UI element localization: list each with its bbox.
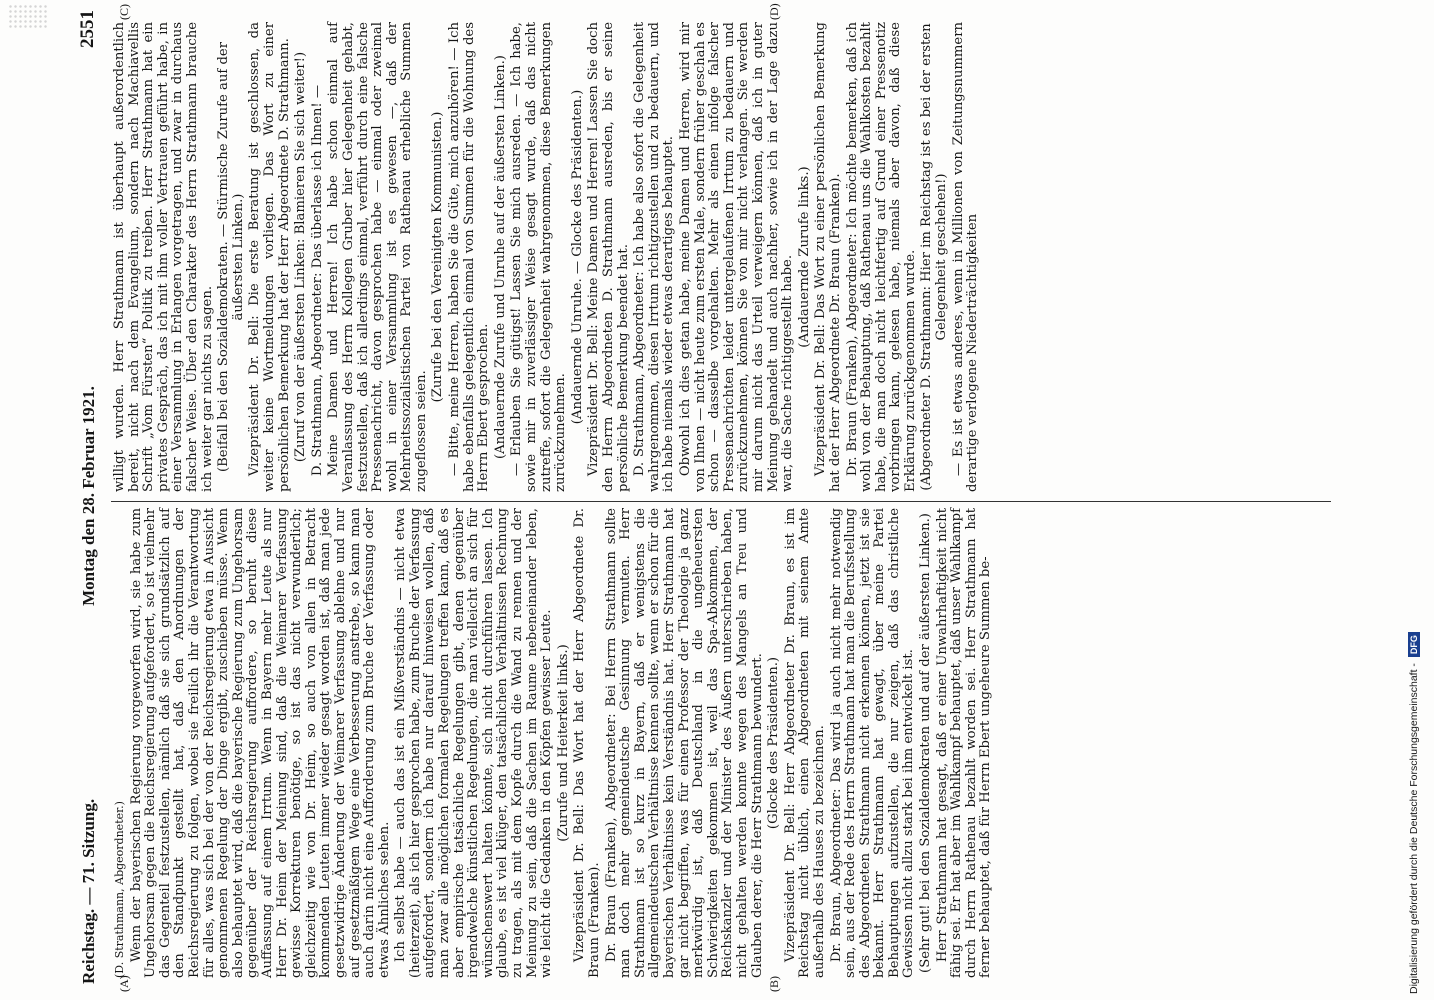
interjection: (Sehr gut! bei den Sozialdemokraten und auf der äußersten Linken.) <box>918 513 934 973</box>
header-date: Montag den 28. Februar 1921. <box>79 386 98 606</box>
dfg-logo: DFG <box>1408 632 1420 657</box>
digitization-credit <box>1408 6 1428 994</box>
interjection: (Zuruf von der äußersten Linken: Blamieren Sie sich weiter!) <box>293 51 309 463</box>
paragraph: Dr. Braun (Franken), Abgeordneter: Ich möchte bemerken, daß ich wohl von der Behauptung, daß Rathenau uns die Wahlkosten bezahlt habe, die man doch nicht leichtfertig auf Grund einer Pressenotiz vorbringen kann, gelesen habe, niemals aber davon, daß diese Erklärung zurückgenommen wurde. <box>844 22 918 492</box>
paragraph: Ich selbst habe — auch das ist ein Mißverständnis — nicht etwa (heiterzeit), als ich hier gesprochen habe, zum Bruche der Verfassung aufgefordert, sondern ich habe nur darauf hinweisen wollen, daß man zwar alle möglichen formalen Regelungen treffen kann, daß es aber empirische tatsächliche Regelungen gibt, denen gegenüber irgendwelche künstlichen Regelungen, die man vielleicht an sich für wünschenswert halten könnte, sich nicht durchführen lassen. Ich glaube, es ist viel klüger, den tatsächlichen Verhältnissen Rechnung zu tragen, als mit dem Kopfe durch die Wand zu rennen und der Meinung zu sein, daß die Sachen im Raume nebeneinander leben, wie leicht die Gedanken in den Köpfen gewisser Leute. <box>393 508 555 978</box>
interjection: (Abgeordneter D. Strathmann: Hier im Reichstag ist es bei der ersten Gelegenheit geschehen!) <box>919 23 950 491</box>
column-divider <box>111 501 1331 502</box>
paragraph: Vizepräsident Dr. Bell: Meine Damen und Herren! Lassen Sie doch den Herrn Abgeordneten D. Strathmann ausreden, bis er seine persönliche Bemerkung beendet hat. <box>586 22 631 492</box>
paragraph: Vizepräsident Dr. Bell: Die erste Beratung ist geschlossen, da weiter keine Wortmeldungen vorliegen. Das Wort zu einer persönlichen Bemerkung hat der Herr Abgeordnete D. Strathmann. <box>247 22 292 492</box>
scan-speckle <box>8 4 48 30</box>
marker-b: (B) <box>767 976 781 992</box>
interjection: (Beifall bei den Sozialdemokraten. — Stürmische Zurufe auf der äußersten Linken.) <box>216 41 246 473</box>
interjection: (Andauernde Unruhe. — Glocke des Präsidenten.) <box>569 89 585 425</box>
interjection: (Zurufe bei den Vereinigten Kommunisten.) <box>430 111 446 403</box>
paragraph: D. Strathmann, Abgeordneter: Ich habe also sofort die Gelegenheit wahrgenommen, diesen Irrtum richtigzustellen und zu bedauern, und ich habe niemals wieder etwas derartiges behauptet. <box>632 22 677 492</box>
marker-c: (C) <box>117 4 131 20</box>
left-column <box>113 508 996 978</box>
header-session: Reichstag. — 71. Sitzung. <box>79 798 98 984</box>
interjection: (Andauernde Zurufe links.) <box>796 166 812 348</box>
paragraph: Herr Strathmann hat gesagt, daß er einer Unwahrhaftigkeit nicht fähig sei. Er hat aber im Wahlkampf behauptet, daß unser Wahlkampf durch Herrn Rathenau bezahlt worden sei. Herr Strathmann hat ferner behauptet, daß für Herrn Ebert ungeheure Summen be- <box>934 508 994 978</box>
page-header <box>77 6 105 986</box>
credit-line <box>1408 6 1420 994</box>
paragraph: — Bitte, meine Herren, haben Sie die Güte, mich anzuhören! — Ich habe ebenfalls gelegentlich einmal von Summen für die Wohnung des Herrn Ebert gesprochen. <box>447 22 492 492</box>
right-column <box>113 22 983 492</box>
page-content <box>77 0 1337 992</box>
paragraph: willigt wurden. Herr Strathmann ist überhaupt außerordentlich bereit, nicht nach dem Evangelium, sondern nach Machiavellis Schrift „Vom Fürsten“ Politik zu treiben. Herr Strathmann hat ein privates Gespräch, das ich mit ihm voller Vertrauen geführt habe, in einer Versammlung in Erlangen vorgetragen, und zwar in durchaus falscher Weise. Über den Charakter des Herrn Strathmann brauche ich weiter gar nichts zu sagen. <box>112 22 215 492</box>
paragraph: Dr. Braun, Abgeordneter: Das wird ja auch nicht mehr notwendig sein, aus der Rede des Herrn Strathmann hat man die Berufsstellung des Abgeordneten Strathmann nicht erkennen können, jetzt ist sie bekannt. Herr Strathmann hat gewagt, über meine Partei Behauptungen aufzustellen, die nur zeigen, daß das christliche Gewissen nicht allzu stark bei ihm entwickelt ist. <box>828 508 917 978</box>
marker-a: (A) <box>117 975 131 992</box>
interjection: (Zurufe und Heiterkeit links.) <box>555 644 571 842</box>
paragraph: — Erlauben Sie gütigst! Lassen Sie mich ausreden. — Ich habe, sowie mir in zuverlässiger Weise gesagt wurde, daß das nicht zutreffe, sofort die Gelegenheit wahrgenommen, diese Bemerkungen zurückzunehmen. <box>509 22 569 492</box>
page-number: 2551 <box>77 10 98 48</box>
paragraph: Vizepräsident Dr. Bell: Das Wort zu einer persönlichen Bemerkung hat der Herr Abgeordnete Dr. Braun (Franken). <box>813 22 843 492</box>
paragraph: Vizepräsident Dr. Bell: Das Wort hat der Herr Abgeordnete Dr. Braun (Franken). <box>572 508 602 978</box>
paragraph: Dr. Braun (Franken), Abgeordneter: Bei Herrn Strathmann sollte man doch mehr gemeindeutsche Gesinnung vermuten. Herr Strathmann ist so kurz in Bayern, daß er wenigstens die allgemeindeutschen Verhältnisse kennen sollte, wenn er schon für die bayerischen Verhältnisse kein Verständnis hat. Herr Strathmann hat gar nicht begriffen, was für einen Professor der Theologie ja ganz merkwürdig ist, daß Deutschland in die ungeheuersten Schwierigkeiten gekommen ist, weil das Spa-Abkommen, der Reichskanzler und der Minister des Äußern unterschrieben haben, nicht gehalten werden konnte wegen des Mangels an Treu und Glauben derer, die Herr Strathmann bewundert. <box>603 508 765 978</box>
credit-text: Digitalisierung gefördert durch die Deutsche Forschungsgemeinschaft - <box>1408 663 1420 994</box>
paragraph: Obwohl ich dies getan habe, meine Damen und Herren, wird mir von Ihnen — nicht heute zum ersten Male, sondern früher geschah es schon — dasselbe vorgehalten. Mehr als einen infolge falscher Pressenachrichten leider untergelaufenen Irrtum zu bedauern und zurückzunehmen, können Sie von mir nicht verlangen. Sie werden mir darum nicht das Urteil verweigern können, daß ich in guter Meinung gehandelt und auch nachher, sowie ich in der Lage dazu war, die Sache richtiggestellt habe. <box>677 22 796 492</box>
paragraph: D. Strathmann, Abgeordneter: Das überlasse ich Ihnen! — <box>309 84 325 477</box>
paragraph: — Es ist etwas anderes, wenn in Millionen von Zeitungsnummern derartige verlogene Niederträchtigkeiten <box>950 22 981 492</box>
paragraph: Meine Damen und Herren! Ich habe schon einmal auf Veranlassung des Herrn Kollegen Gruber hier Gelegenheit gehabt, festzustellen, daß ich allerdings einmal, verführt durch eine falsche Pressenachricht, davon gesprochen habe — einmal oder zweimal wohl in einer Versammlung ist es gewesen —, daß der Mehrheitssozialistischen Partei von Rathenau erhebliche Summen zugeflossen seien. <box>326 22 429 492</box>
paragraph: Wenn der bayerischen Regierung vorgeworfen wird, sie habe zum Ungehorsam gegen die Reichsregierung aufgefordert, so ist vielmehr das Gegenteil festzustellen, nämlich daß sie sich grundsätzlich auf den Standpunkt gestellt hat, daß den Anordnungen der Reichsregierung zu folgen, wobei sie freilich ihr die Verantwortung für alles, was sich bei der von der Reichsregierung etwa in Aussicht genommenen Regelung der Dinge ergibt, zuschieben müsse. Wenn also behauptet wird, daß die bayerische Regierung zum Ungehorsam gegenüber der Reichsregierung auffordere, so beruht diese Auffassung auf einem Irrtum. Wenn in Bayern mehr Leute als nur Herr Dr. Heim der Meinung sind, daß die Weimarer Verfassung gewisse Korrekturen benötige, so ist das nicht verwunderlich; gleichzeitig wie von Dr. Heim, so auch von allen in Betracht kommenden Leuten immer wieder gesagt worden ist, daß man jede gesetzwidrige Änderung der Weimarer Verfassung ablehne und nur auf gesetzmäßigem Wege eine Verbesserung anstrebe, so kann man auch darin nicht eine Aufforderung zum Bruche der Verfassung oder etwas Ähnliches sehen. <box>128 508 392 978</box>
rotated-newspaper-page <box>77 0 1337 992</box>
interjection: (Glocke des Präsidenten.) <box>766 656 782 830</box>
paragraph: Vizepräsident Dr. Bell: Herr Abgeordneter Dr. Braun, es ist im Reichstag nicht üblich, einen Abgeordneten mit seinem Amte außerhalb des Hauses zu bezeichnen. <box>782 508 827 978</box>
speaker-continuation: (D. Strathmann, Abgeordneter.) <box>113 801 126 978</box>
interjection: (Andauernde Zurufe und Unruhe auf der äußersten Linken.) <box>492 55 508 459</box>
marker-d: (D) <box>767 3 781 20</box>
